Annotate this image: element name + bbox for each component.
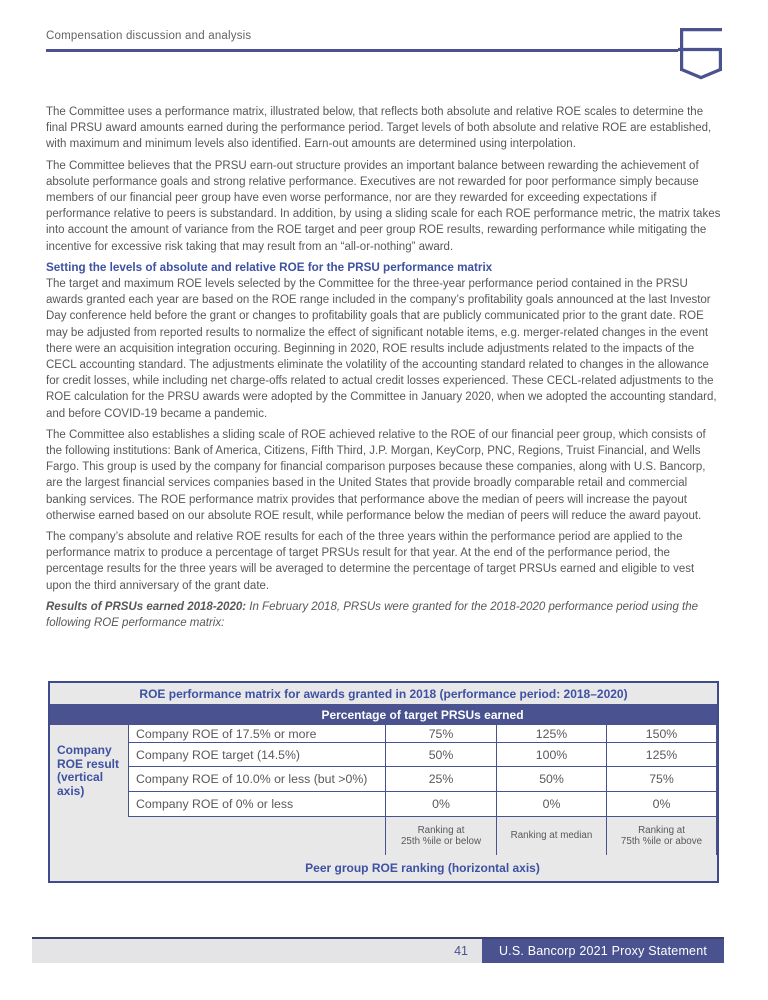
header-rule [46,49,678,52]
peer-ranking-label: Ranking at median [496,817,606,855]
table-row-label: Company ROE of 10.0% or less (but >0%) [128,767,385,792]
paragraph [46,599,722,631]
table-cell: 50% [496,767,606,792]
table-row-label: Company ROE of 0% or less [128,792,385,817]
paragraph: The Committee believes that the PRSU earn-out structure provides an important balance between rewarding the achievement of absolute performance goals and strong relative performance. Executives are not rewarded for poor performance simply because members of our financial peer group have even worse performance, nor are they rewarded for exceeding expectations if performance relative to peers is substandard. In addition, by using a sliding scale for each ROE performance metric, the matrix takes into account the amount of variance from the ROE target and peer group ROE results, rewarding performance while mitigating the incentive for excessive risk taking that may result from an “all-or-nothing” award. [46,159,721,253]
results-lead: Results of PRSUs earned 2018-2020: [46,600,247,613]
section-heading: Setting the levels of absolute and relative ROE for the PRSU performance matrix [46,260,493,274]
results-intro [46,599,722,631]
us-bancorp-shield-icon [678,26,724,80]
table-cell: 50% [385,743,496,767]
table-cell: 75% [385,725,496,743]
table-cell: 125% [496,725,606,743]
footer-doc-title-bar: U.S. Bancorp 2021 Proxy Statement [482,937,724,963]
matrix-column-header-bar [50,704,717,725]
matrix-column-header: Percentage of target PRSUs earned [321,707,524,722]
vertical-axis-label: Company ROE result (vertical axis) [57,743,120,798]
table-cell: 125% [606,743,717,767]
table-row-label: Company ROE target (14.5%) [128,743,385,767]
paragraph: The target and maximum ROE levels selected by the Committee for the three-year performance period contained in the PRSU awards granted each year are based on the ROE range included in the company’s profitability goals announced at the last Investor Day conference held before the grant or changes to profitability goals that are publicly communicated prior to the grant date. ROE may be adjusted from reported results to normalize the effect of significant notable items, e.g. merger-related changes in the event there were an acquisition integration occuring. Beginning in 2020, ROE results include adjustments related to the impacts of the CECL accounting standard. The adjustments eliminate the volatility of the accounting standard related to changes in the allowance for credit losses, while including net charge-offs related to actual credit losses experienced. These CECL-related adjustments to the ROE calculation for the PRSU awards were adopted by the Committee in January 2020, when we adopted the accounting standard, and before COVID-19 became a pandemic. [46,278,717,420]
peer-ranking-label: Ranking at 25th %ile or below [385,817,496,855]
table-cell: 150% [606,725,717,743]
table-cell: 0% [606,792,717,817]
footer-page-number-bar [32,937,482,963]
peer-ranking-label: Ranking at 75th %ile or above [606,817,717,855]
page-number: 41 [454,944,468,958]
horizontal-axis-label: Peer group ROE ranking (horizontal axis) [305,861,540,875]
table-cell: 0% [385,792,496,817]
matrix-grid [50,725,717,881]
matrix-title: ROE performance matrix for awards granted in 2018 (performance period: 2018–2020) [139,686,628,701]
paragraph: The Committee uses a performance matrix, illustrated below, that reflects both absolute and relative ROE scales to determine the final PRSU award amounts earned during the performance period. Target levels of both absolute and relative ROE are established, with maximum and minimum levels also identified. Earn-out amounts are determined using interpolation. [46,106,712,151]
results-text: In February 2018, PRSUs were granted for the 2018-2020 performance period using the following ROE performance matrix: [46,600,699,630]
roe-performance-matrix [48,681,719,883]
body-copy [46,104,722,636]
section-breadcrumb: Compensation discussion and analysis [46,30,252,42]
table-cell: 100% [496,743,606,767]
table-cell: 25% [385,767,496,792]
ranking-row-spacer [50,817,385,855]
table-cell: 0% [496,792,606,817]
paragraph: The Committee also establishes a sliding scale of ROE achieved relative to the ROE of our financial peer group, which consists of the following institutions: Bank of America, Citizens, Fifth Third, J.P. Morgan, KeyCorp, PNC, Regions, Truist Financial, and Wells Fargo. This group is used by the company for financial comparison purposes because these companies, along with U.S. Bancorp, are the largest financial services companies based in the United States that provide broadly comparable retail and commercial banking services. The ROE performance matrix provides that performance above the median of peers will increase the payout otherwise earned based on our absolute ROE result, while performance below the median of peers will reduce the award payout. [46,428,706,522]
paragraph: The company’s absolute and relative ROE results for each of the three years within the performance period are applied to the performance matrix to produce a percentage of target PRSUs result for that year. At the end of the performance period, the percentage results for the three years will be averaged to determine the percentage of target PRSUs earned and eligible to vest upon the third anniversary of the grant date. [46,531,695,592]
table-row-label: Company ROE of 17.5% or more [128,725,385,743]
table-cell: 75% [606,767,717,792]
